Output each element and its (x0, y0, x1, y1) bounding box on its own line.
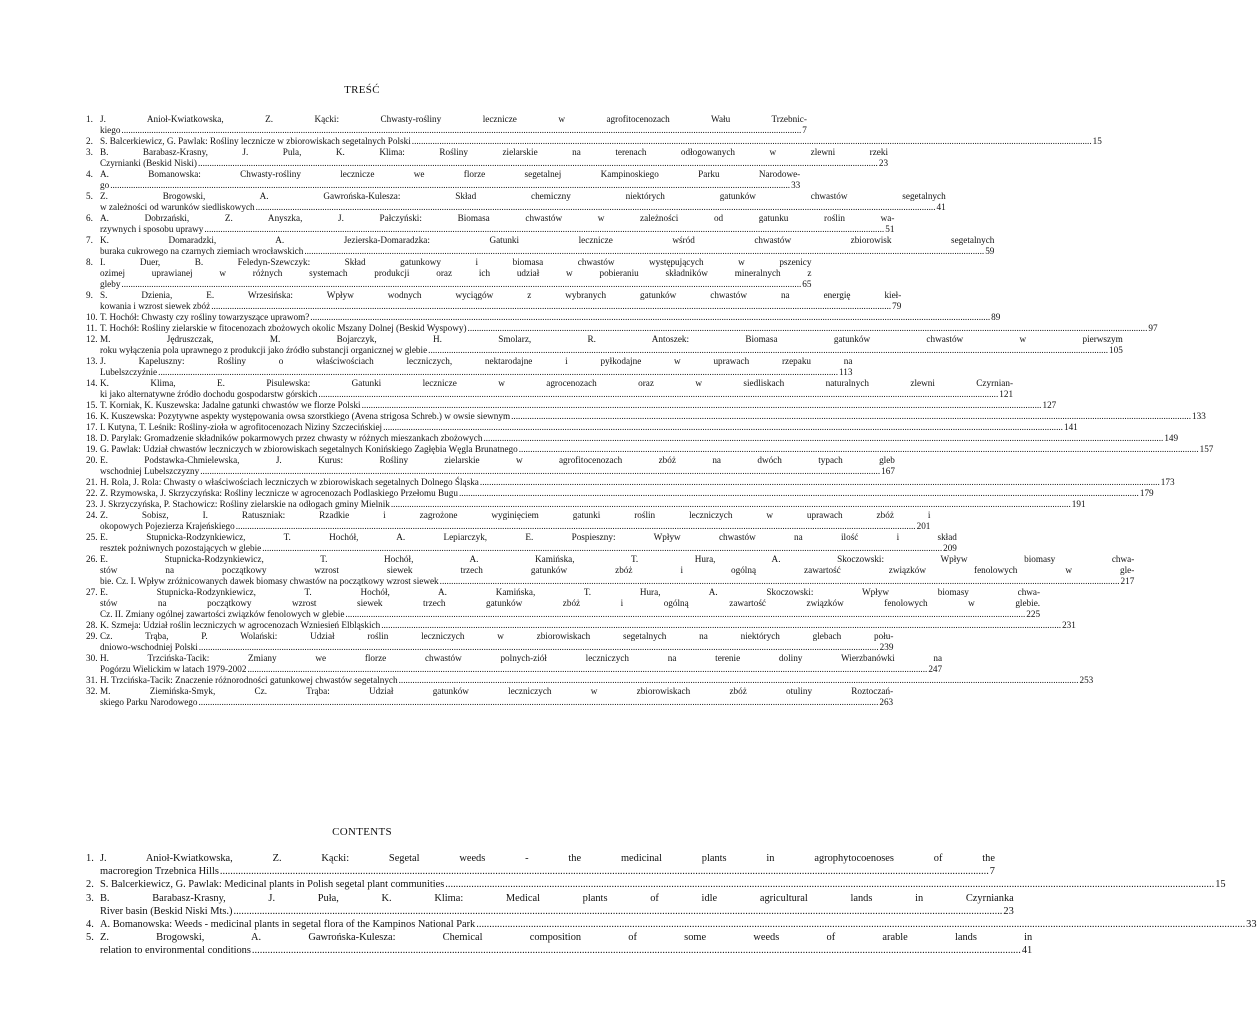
entry-body (100, 334, 1123, 356)
entry-title-line: J. Anioł-Kwiatkowska, Z. Kącki: Chwasty-rośliny lecznicze w agrofitocenozach Wału Trzebnic- (100, 114, 807, 124)
entry-number: 22. (86, 488, 98, 498)
entry-title-line: A. Bomanowska: Weeds - medicinal plants in segetal flora of the Kampinos National Park (100, 919, 476, 931)
entry-title-line: H. Rola, J. Rola: Chwasty o właściwościach leczniczych w zbiorowiskach segetalnych Dolnego Śląska (100, 477, 479, 487)
dot-leader (199, 642, 879, 653)
entry-number: 5. (86, 932, 94, 944)
entry-title-line: Cz. II. Zmiany ogólnej zawartości związków fenolowych w glebie (100, 609, 345, 619)
page-number: 191 (1071, 499, 1086, 509)
entry-title-line: okopowych Pojezierza Krajeńskiego (100, 521, 235, 531)
entry-body (100, 213, 894, 235)
dot-leader (310, 312, 990, 323)
tresc-heading: TREŚĆ (344, 84, 380, 96)
entry-title-line: K. Szmeja: Udział roślin leczniczych w agrocenozach Wzniesień Elbląskich (100, 620, 381, 630)
page-number: 201 (916, 521, 931, 531)
entry-body (100, 378, 1013, 400)
dot-leader (318, 389, 998, 400)
page-number: 33 (791, 180, 801, 190)
dot-leader (236, 521, 916, 532)
contents-heading: CONTENTS (332, 826, 392, 838)
entry-title-line: stów na początkowy wzrost siewek trzech gatunków zbóż i ogólną zawartość związków fenolowych w gle- (100, 565, 1135, 575)
dot-leader (476, 918, 1245, 931)
dot-leader (391, 499, 1071, 510)
entry-title-line: Pogórzu Wielickim w latach 1979-2002 (100, 664, 247, 674)
entry-body (100, 620, 1076, 631)
entry-title-line: T. Korniak, K. Kuszewska: Jadalne gatunki chwastów we florze Polski (100, 400, 361, 410)
entry-body (100, 147, 888, 169)
page-number: 133 (1192, 411, 1206, 421)
toc-entry (86, 136, 1102, 147)
entry-number: 1. (86, 114, 93, 124)
entry-body (100, 510, 930, 532)
entry-body (100, 411, 1206, 422)
dot-leader (252, 944, 1021, 957)
dot-leader (483, 433, 1163, 444)
entry-body (100, 554, 1134, 587)
entry-body (100, 631, 893, 653)
entry-body (100, 653, 942, 675)
entry-title-line: A. Dobrzański, Z. Anyszka, J. Pałczyński: Biomasa chwastów w zależności od gatunku roślin wa- (100, 213, 895, 223)
entry-title-line: go (100, 180, 110, 190)
entry-title-line: buraka cukrowego na czarnych ziemiach wrocławskich (100, 246, 304, 256)
entry-title-line: B. Barabasz-Krasny, J. Pula, K. Klima: Rośliny zielarskie na terenach odłogowanych w zlewni rzeki (100, 147, 889, 157)
toc-entry (86, 147, 889, 169)
toc-entry (86, 444, 1214, 455)
entry-number: 30. (86, 653, 98, 663)
entry-body (100, 433, 1178, 444)
entry-title-line: D. Parylak: Gromadzenie składników pokarmowych przez chwasty w różnych mieszankach zbożowych (100, 433, 483, 443)
page-number: 15 (1092, 136, 1102, 146)
toc-entry (86, 554, 1135, 587)
entry-number: 21. (86, 477, 98, 487)
dot-leader (468, 323, 1148, 334)
toc-entry (86, 257, 812, 290)
dot-leader (200, 466, 880, 477)
entry-title-line: G. Pawlak: Udział chwastów leczniczych w zbiorowiskach segetalnych Konińskiego Zagłębia Węgla Brunatnego (100, 444, 518, 454)
page-number: 231 (1062, 620, 1076, 630)
entry-number: 11. (86, 323, 98, 333)
page-number: 217 (1120, 576, 1135, 586)
page-number: 23 (1003, 905, 1014, 917)
entry-title-line: B. Barabasz-Krasny, J. Puła, K. Klima: Medical plants of idle agricultural lands in Czyrnianka (100, 892, 1014, 904)
entry-number: 15. (86, 400, 98, 410)
dot-leader (110, 180, 790, 191)
entry-number: 31. (86, 675, 98, 685)
page-number: 15 (1215, 879, 1226, 891)
entry-body (100, 114, 807, 136)
entry-body (100, 878, 1226, 891)
page-number: 167 (881, 466, 895, 476)
toc-entry (86, 114, 807, 136)
entry-title-line: Czyrnianki (Beskid Niski) (100, 158, 197, 168)
toc-entry (86, 191, 946, 213)
toc-entry (86, 852, 995, 878)
page-number: 59 (985, 246, 995, 256)
entry-number: 32. (86, 686, 98, 696)
entry-title-line: dniowo-wschodniej Polski (100, 642, 198, 652)
dot-leader (362, 400, 1042, 411)
dot-leader (198, 697, 878, 708)
entry-number: 18. (86, 433, 98, 443)
entry-title-line: M. Ziemińska-Smyk, Cz. Trąba: Udział gatunków leczniczych w zbiorowiskach zbóż otuliny Roztoczań- (100, 686, 894, 696)
entry-body (100, 444, 1213, 455)
entry-title-line: kowania i wzrost siewek zbóż (100, 301, 211, 311)
toc-english (86, 852, 1257, 958)
entry-body (100, 323, 1158, 334)
entry-title-line: H. Trzcińska-Tacik: Zmiany we florze chwastów polnych-ziół leczniczych na terenie doliny Wierzbanówki na (100, 653, 943, 663)
dot-leader (480, 477, 1160, 488)
toc-entry (86, 499, 1086, 510)
entry-title-line: I. Duer, B. Feledyn-Szewczyk: Skład gatunkowy i biomasa chwastów występujących w pszenicy (100, 257, 812, 267)
entry-title-line: Z. Rzymowska, J. Skrzyczyńska: Rośliny lecznicze w agrocenozach Podlaskiego Przełomu Bugu (100, 488, 458, 498)
toc-entry (86, 334, 1123, 356)
toc-entry (86, 323, 1158, 334)
entry-body (100, 675, 1093, 686)
dot-leader (440, 576, 1120, 587)
entry-number: 8. (86, 257, 93, 267)
page-number: 51 (885, 224, 895, 234)
entry-title-line: Z. Brogowski, A. Gawrońska-Kulesza: Skład chemiczny niektórych gatunków chwastów segetalnych (100, 191, 946, 201)
entry-number: 3. (86, 892, 94, 904)
entry-title-line: H. Trzcińska-Tacik: Znaczenie różnorodności gatunkowej chwastów segetalnych (100, 675, 398, 685)
entry-body (100, 235, 994, 257)
entry-title-line: K. Kuszewska: Pozytywne aspekty występowania owsa szorstkiego (Avena strigosa Schreb.) w owsie siewnym (100, 411, 511, 421)
toc-entry (86, 433, 1179, 444)
page-number: 79 (892, 301, 902, 311)
toc-entry (86, 686, 894, 708)
entry-title-line: E. Stupnicka-Rodzynkiewicz, T. Hochół, A. Kamińska, T. Hura, A. Skoczowski: Wpływ biomasy chwa- (100, 554, 1135, 564)
dot-leader (121, 125, 801, 136)
toc-entry (86, 918, 1257, 931)
entry-number: 9. (86, 290, 93, 300)
entry-number: 7. (86, 235, 93, 245)
entry-title-line: S. Dzienia, E. Wrzesińska: Wpływ wodnych wyciągów z wybranych gatunków chwastów na energię kieł- (100, 290, 902, 300)
entry-title-line: E. Stupnicka-Rodzynkiewicz, T. Hochół, A. Kamińska, T. Hura, A. Skoczowski: Wpływ biomasy chwa- (100, 587, 1041, 597)
dot-leader (383, 422, 1063, 433)
toc-entry (86, 378, 1014, 400)
toc-entry (86, 290, 902, 312)
toc-entry (86, 235, 995, 257)
toc-polish (86, 114, 1214, 708)
entry-number: 4. (86, 919, 94, 931)
page-number: 105 (1109, 345, 1123, 355)
page-number: 113 (839, 367, 853, 377)
page-number: 7 (989, 866, 995, 878)
page-number: 179 (1139, 488, 1154, 498)
entry-title-line: Lubelszczyźnie (100, 367, 158, 377)
entry-body (100, 488, 1154, 499)
dot-leader (304, 246, 984, 257)
entry-body (100, 455, 895, 477)
page-number: 97 (1148, 323, 1158, 333)
entry-title-line: M. Jędruszczak, M. Bojarczyk, H. Smolarz, R. Antoszek: Biomasa gatunków chwastów w pierwszym (100, 334, 1123, 344)
toc-entry (86, 312, 1001, 323)
dot-leader (211, 301, 891, 312)
entry-body (100, 290, 901, 312)
entry-title-line: K. Domaradzki, A. Jezierska-Domaradzka: Gatunki lecznicze wśród chwastów zbiorowisk segetalnych (100, 235, 995, 245)
entry-number: 6. (86, 213, 93, 223)
entry-number: 26. (86, 554, 98, 564)
page-number: 23 (878, 158, 889, 168)
entry-body (100, 191, 946, 213)
toc-entry (86, 532, 957, 554)
entry-body (100, 931, 1032, 957)
toc-entry (86, 477, 1175, 488)
entry-body (100, 686, 893, 708)
entry-title-line: rzywnych i sposobu uprawy (100, 224, 204, 234)
entry-body (100, 532, 957, 554)
entry-number: 4. (86, 169, 93, 179)
entry-body (100, 136, 1102, 147)
page-number: 65 (802, 279, 812, 289)
page-number: 225 (1026, 609, 1041, 619)
entry-title-line: Z. Brogowski, A. Gawrońska-Kulesza: Chemical composition of some weeds of arable lands in (100, 932, 1033, 944)
entry-body (100, 169, 800, 191)
entry-title-line: River basin (Beskid Niski Mts.) (100, 905, 233, 917)
toc-entry (86, 631, 894, 653)
entry-number: 3. (86, 147, 93, 157)
dot-leader (204, 224, 884, 235)
entry-title-line: E. Podstawka-Chmielewska, J. Kurus: Rośliny zielarskie w agrofitocenozach zbóż na dwóch typach gleb (100, 455, 895, 465)
entry-body (100, 892, 1014, 918)
page-number: 33 (1246, 919, 1257, 931)
dot-leader (399, 675, 1079, 686)
entry-number: 27. (86, 587, 98, 597)
entry-body (100, 400, 1056, 411)
dot-leader (158, 367, 838, 378)
entry-number: 12. (86, 334, 98, 344)
entry-title-line: I. Kutyna, T. Leśnik: Rośliny-zioła w agrofitocenozach Niziny Szczecińskiej (100, 422, 383, 432)
dot-leader (381, 620, 1061, 631)
dot-leader (233, 905, 1002, 918)
dot-leader (511, 411, 1191, 422)
toc-entry (86, 931, 1033, 957)
entry-number: 29. (86, 631, 98, 641)
entry-body (100, 312, 1000, 323)
toc-entry (86, 510, 931, 532)
toc-entry (86, 213, 895, 235)
toc-entry (86, 169, 801, 191)
page-number: 89 (991, 312, 1001, 322)
dot-leader (247, 664, 927, 675)
entry-number: 24. (86, 510, 98, 520)
entry-number: 13. (86, 356, 98, 366)
page-number: 127 (1042, 400, 1057, 410)
entry-title-line: J. Skrzyczyńska, P. Stachowicz: Rośliny zielarskie na odłogach gminy Mielnik (100, 499, 390, 509)
page-number: 121 (999, 389, 1014, 399)
entry-body (100, 852, 995, 878)
entry-title-line: J. Kapeluszny: Rośliny o właściwościach leczniczych, nektarodajne i pyłkodajne w uprawach rzepaku na (100, 356, 853, 366)
entry-number: 1. (86, 853, 94, 864)
dot-leader (198, 158, 878, 169)
entry-title-line: ozimej uprawianej w różnych systemach produkcji oraz ich udział w pobieraniu składników mineralnych z (100, 268, 812, 278)
entry-number: 25. (86, 532, 98, 542)
toc-entry (86, 356, 853, 378)
entry-body (100, 587, 1040, 620)
entry-number: 19. (86, 444, 98, 454)
entry-title-line: S. Balcerkiewicz, G. Pawlak: Medicinal plants in Polish segetal plant communities (100, 879, 445, 891)
page-number: 41 (936, 202, 946, 212)
entry-title-line: T. Hochół: Chwasty czy rośliny towarzyszące uprawom? (100, 312, 310, 322)
toc-entry (86, 411, 1206, 422)
dot-leader (459, 488, 1139, 499)
entry-title-line: ki jako alternatywne źródło dochodu gospodarstw górskich (100, 389, 318, 399)
page-number: 263 (879, 697, 894, 707)
entry-number: 10. (86, 312, 98, 322)
toc-entry (86, 653, 943, 675)
dot-leader (445, 878, 1214, 891)
entry-number: 20. (86, 455, 98, 465)
entry-title-line: J. Anioł-Kwiatkowska, Z. Kącki: Segetal weeds - the medicinal plants in agrophytocoenoses of the (100, 853, 995, 864)
page-number: 157 (1199, 444, 1214, 454)
dot-leader (256, 202, 936, 213)
page-number: 149 (1164, 433, 1179, 443)
entry-number: 2. (86, 879, 94, 891)
entry-title-line: skiego Parku Narodowego (100, 697, 198, 707)
page-number: 239 (879, 642, 894, 652)
entry-title-line: Z. Sobisz, I. Ratuszniak: Rzadkie i zagrożone wyginięciem gatunki roślin leczniczych w uprawach zbóż i (100, 510, 931, 520)
entry-title-line: bie. Cz. I. Wpływ zróżnicowanych dawek biomasy chwastów na początkowy wzrost siewek (100, 576, 439, 586)
entry-number: 5. (86, 191, 93, 201)
entry-body (100, 422, 1078, 433)
toc-entry (86, 455, 895, 477)
page-number: 141 (1063, 422, 1078, 432)
page-number: 253 (1079, 675, 1094, 685)
entry-title-line: kiego (100, 125, 121, 135)
dot-leader (121, 279, 801, 290)
toc-entry (86, 488, 1154, 499)
page-number: 173 (1160, 477, 1175, 487)
entry-body (100, 918, 1257, 931)
entry-title-line: S. Balcerkiewicz, G. Pawlak: Rośliny lecznicze w zbiorowiskach segetalnych Polski (100, 136, 411, 146)
entry-title-line: A. Bomanowska: Chwasty-rośliny lecznicze we florze segetalnej Kampinoskiego Parku Narodowe- (100, 169, 801, 179)
dot-leader (519, 444, 1199, 455)
dot-leader (345, 609, 1025, 620)
toc-entry (86, 400, 1057, 411)
entry-title-line: macroregion Trzebnica Hills (100, 866, 219, 878)
page-number: 209 (943, 543, 957, 553)
page-number: 41 (1021, 945, 1033, 957)
toc-entry (86, 892, 1014, 918)
entry-title-line: K. Klima, E. Pisulewska: Gatunki lecznicze w agrocenozach oraz w siedliskach naturalnych zlewni Czyrnian- (100, 378, 1014, 388)
entry-title-line: roku wyłączenia pola uprawnego z produkcji jako źródło substancji organicznej w glebie (100, 345, 428, 355)
entry-title-line: stów na początkowy wzrost siewek trzech gatunków zbóż i ogólną zawartość związków fenolowych w glebie. (100, 598, 1041, 608)
toc-entry (86, 675, 1094, 686)
entry-title-line: w zależności od warunków siedliskowych (100, 202, 255, 212)
entry-title-line: gleby (100, 279, 121, 289)
dot-leader (412, 136, 1092, 147)
entry-number: 2. (86, 136, 93, 146)
entry-title-line: resztek pożniwnych pozostających w glebie (100, 543, 262, 553)
entry-number: 28. (86, 620, 98, 630)
entry-number: 16. (86, 411, 98, 421)
toc-entry (86, 620, 1076, 631)
page-number: 7 (802, 125, 807, 135)
toc-entry (86, 587, 1041, 620)
entry-body (100, 499, 1086, 510)
entry-body (100, 477, 1175, 488)
entry-title-line: relation to environmental conditions (100, 945, 251, 957)
entry-body (100, 257, 811, 290)
entry-title-line: E. Stupnicka-Rodzynkiewicz, T. Hochół, A. Lepiarczyk, E. Pospieszny: Wpływ chwastów na ilość i skład (100, 532, 957, 542)
dot-leader (220, 865, 989, 878)
entry-number: 14. (86, 378, 98, 388)
page-number: 247 (928, 664, 943, 674)
entry-number: 17. (86, 422, 98, 432)
entry-number: 23. (86, 499, 98, 509)
toc-entry (86, 422, 1078, 433)
dot-leader (428, 345, 1108, 356)
entry-title-line: Cz. Trąba, P. Wolański: Udział roślin leczniczych w zbiorowiskach segetalnych na niektórych glebach połu- (100, 631, 894, 641)
entry-body (100, 356, 852, 378)
toc-entry (86, 878, 1226, 891)
dot-leader (262, 543, 942, 554)
entry-title-line: wschodniej Lubelszczyzny (100, 466, 200, 476)
entry-title-line: T. Hochół: Rośliny zielarskie w fitocenozach zbożowych okolic Mszany Dolnej (Beskid Wyspowy) (100, 323, 467, 333)
